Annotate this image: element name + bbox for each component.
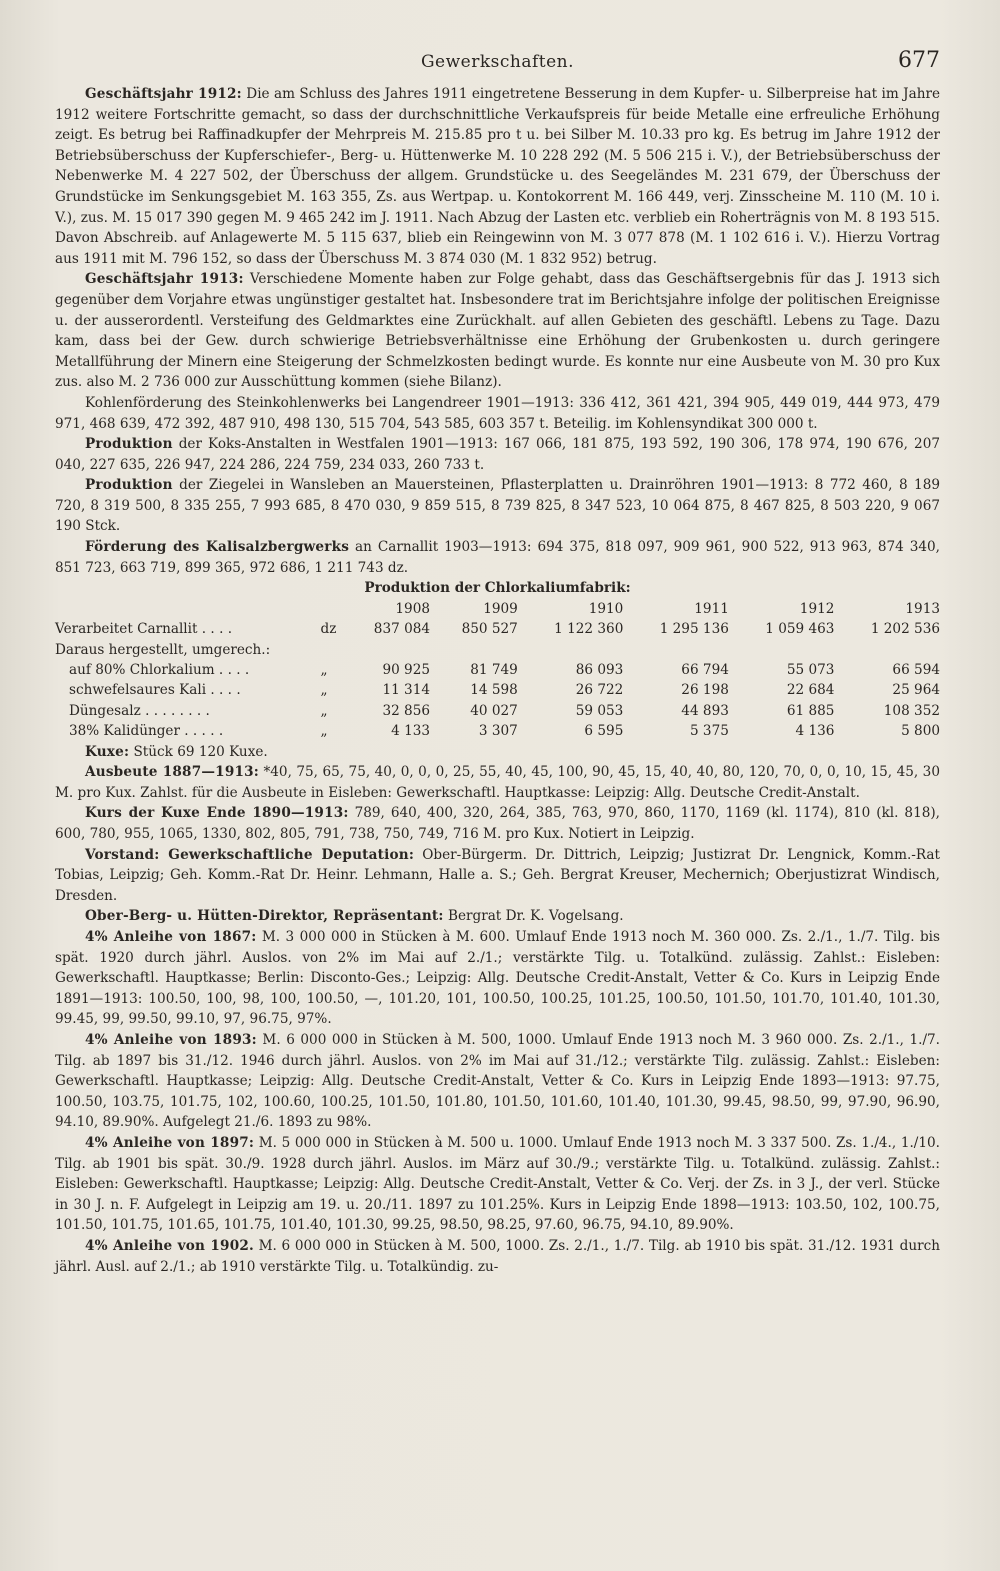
paragraph-lead: Kuxe: bbox=[85, 743, 130, 760]
paragraph-kalisalz-foerderung bbox=[55, 537, 940, 578]
table-row-label: schwefelsaures Kali . . . . bbox=[69, 682, 241, 699]
paragraph-text: M. 3 000 000 in Stücken à M. 600. Umlauf Ende 1913 noch M. 360 000. Zs. 2./1., 1./7. Tilg. bis spät. 1920 durch jährl. Auslos. von 2% im Mai auf 2./1.; verstärkte Tilg. u. Totalkünd. zulässig. Zahlst.: Eisleben: Gewerkschaftl. Hauptkasse; Berlin: Disconto-Ges.; Leipzig: Allg. Deutsche Credit-Anstalt, Vetter & Co. Kurs in Leipzig Ende 1891—1913: 100.50, 100, 98, 100, 100.50, —, 101.20, 101, 100.50, 100.25, 101.25, 100.50, 101.50, 101.70, 101.40, 101.30, 99.45, 99, 99.50, 99.10, 97, 96.75, 97%. bbox=[55, 929, 941, 1028]
table-cell: 81 749 bbox=[470, 662, 518, 679]
paragraph-kohlenfoerderung bbox=[55, 393, 940, 434]
table-row-label: Verarbeitet Carnallit . . . . bbox=[55, 621, 233, 638]
paragraph-lead: 4% Anleihe von 1897: bbox=[85, 1134, 255, 1151]
paragraph-text: an Carnallit 1903—1913: 694 375, 818 097, 909 961, 900 522, 913 963, 874 340, 851 723, 663 719, 899 365, 972 686, 1 211 743 dz. bbox=[55, 539, 940, 576]
table-cell: 55 073 bbox=[786, 662, 835, 679]
paragraph-kurs-kuxe bbox=[55, 803, 940, 844]
paragraph-ausbeute bbox=[55, 762, 940, 803]
table-header-unit bbox=[321, 599, 343, 619]
table-row-label: Daraus hergestellt, umgerech.: bbox=[55, 641, 271, 658]
table-cell: 44 893 bbox=[681, 702, 729, 719]
table-cell: 5 375 bbox=[689, 723, 729, 740]
table-row-unit: „ bbox=[320, 723, 328, 740]
table-row-unit: „ bbox=[320, 682, 328, 699]
running-title: Gewerkschaften. bbox=[420, 52, 575, 72]
paragraph-anleihe-1902 bbox=[55, 1236, 940, 1277]
paragraph-koks-produktion bbox=[55, 434, 940, 475]
table-row bbox=[55, 640, 940, 660]
paragraph-text: Verschiedene Momente haben zur Folge gehabt, dass das Geschäftsergebnis für das J. 1913 sich gegenüber dem Vorjahre etwas ungünstiger gestaltet hat. Insbesondere trat im Berichtsjahre infolge der politischen Ereignisse u. der ausserordentl. Versteifung des Geldmarktes eine Zurückhalt. auf allen Gebieten des geschäftl. Lebens zu Tage. Dazu kam, dass bei der Gew. durch schwierige Betriebsverhältnisse eine Erhöhung der Grubenkosten u. durch geringere Metallführung der Minern eine Steigerung der Schmelzkosten bedingt wurde. Es konnte nur eine Ausbeute von M. 30 pro Kux zus. also M. 2 736 000 zur Ausschüttung kommen (siehe Bilanz). bbox=[55, 271, 940, 391]
table-cell: 22 684 bbox=[786, 682, 835, 699]
paragraph-lead: 4% Anleihe von 1867: bbox=[85, 929, 257, 946]
table-cell: 14 598 bbox=[470, 682, 518, 699]
table-header-year: 1910 bbox=[588, 600, 624, 617]
paragraph-kuxe bbox=[55, 742, 940, 763]
table-cell: 61 885 bbox=[786, 702, 835, 719]
table-cell: 25 964 bbox=[892, 682, 940, 699]
table-heading: Produktion der Chlorkaliumfabrik: bbox=[364, 580, 631, 597]
table-cell: 3 307 bbox=[478, 723, 518, 740]
paragraph-lead: 4% Anleihe von 1902. bbox=[85, 1237, 254, 1254]
table-cell: 40 027 bbox=[470, 702, 518, 719]
table-row-label: Düngesalz . . . . . . . . bbox=[69, 702, 210, 719]
table-cell: 4 136 bbox=[795, 723, 835, 740]
table-cell: 1 202 536 bbox=[870, 621, 940, 638]
paragraph-text: Kohlenförderung des Steinkohlenwerks bei Langendreer 1901—1913: 336 412, 361 421, 394 905, 449 019, 444 973, 479 971, 468 639, 472 392, 487 910, 498 130, 515 704, 543 585, 603 357 t. Beteilig. im Kohlensyndikat 300 000 t. bbox=[55, 394, 940, 432]
paragraph-text: M. 6 000 000 in Stücken à M. 500, 1000. Zs. 2./1., 1./7. Tilg. ab 1910 bis spät. 31./12. 1931 durch jährl. Ausl. auf 2./1.; ab 1910 verstärkte Tilg. u. Totalkündig. zu- bbox=[55, 1237, 940, 1275]
table-row-unit: dz bbox=[320, 621, 337, 638]
chlorkalium-table bbox=[55, 599, 940, 742]
paragraph-lead: Ausbeute 1887—1913: bbox=[85, 764, 260, 781]
table-header-year: 1913 bbox=[905, 600, 940, 617]
table-cell: 90 925 bbox=[382, 662, 431, 679]
paragraph-text: Die am Schluss des Jahres 1911 eingetretene Besserung in dem Kupfer- u. Silberpreise hat im Jahre 1912 weitere Fortschritte gemacht, so dass der durchschnittliche Verkaufspreis für beide Metalle eine erfreuliche Erhöhung zeigt. Es betrug bei Raffinadkupfer der Mehrpreis M. 215.85 pro t u. bei Silber M. 10.33 pro kg. Es betrug im Jahre 1912 der Betriebsüberschuss der Kupferschiefer-, Berg- u. Hüttenwerke M. 10 228 292 (M. 5 506 215 i. V.), der Betriebsüberschuss der Nebenwerke M. 4 227 502, der Überschuss der allgem. Grundstücke u. des Seegeländes M. 231 679, der Überschuss der Grundstücke im Senkungsgebiet M. 163 355, Zs. aus Wertpap. u. Kontokorrent M. 166 449, verj. Zinsscheine M. 110 (M. 10 i. V.), zus. M. 15 017 390 gegen M. 9 465 242 im J. 1911. Nach Abzug der Lasten etc. verblieb ein Roherträgnis von M. 8 193 515. Davon Abschreib. auf Anlagewerte M. 5 115 637, blieb ein Reingewinn von M. 3 077 878 (M. 1 102 616 i. V.). Hierzu Vortrag aus 1911 mit M. 796 152, so dass der Überschuss M. 3 874 030 (M. 1 832 952) betrug. bbox=[55, 86, 940, 267]
table-row bbox=[55, 680, 940, 700]
paragraph-text: der Koks-Anstalten in Westfalen 1901—1913: 167 066, 181 875, 193 592, 190 306, 178 974, 190 676, 207 040, 227 635, 226 947, 224 286, 224 759, 234 033, 260 733 t. bbox=[55, 436, 940, 473]
paragraph-text: M. 6 000 000 in Stücken à M. 500, 1000. Umlauf Ende 1913 noch M. 3 960 000. Zs. 2./1., 1./7. Tilg. ab 1897 bis 31./12. 1946 durch jährl. Auslos. von 2% im Mai auf 31./12.; verstärkte Tilg. zulässig. Zahlst.: Eisleben: Gewerkschaftl. Hauptkasse; Leipzig: Allg. Deutsche Credit-Anstalt, Vetter & Co. Kurs in Leipzig Ende 1893—1913: 97.75, 100.50, 103.75, 101.75, 102, 100.60, 100.25, 101.50, 101.80, 101.50, 101.60, 101.40, 101.30, 99.45, 98.50, 99, 97.90, 96.90, 94.10, 89.90%. Aufgelegt 21./6. 1893 zu 98%. bbox=[55, 1032, 941, 1131]
paragraph-text: Bergrat Dr. K. Vogelsang. bbox=[443, 908, 624, 925]
table-row bbox=[55, 721, 940, 741]
paragraph-vorstand bbox=[55, 845, 940, 907]
table-cell: 26 198 bbox=[681, 682, 729, 699]
body-text bbox=[55, 84, 940, 1277]
table-cell: 5 800 bbox=[901, 723, 940, 740]
table-cell: 837 084 bbox=[373, 621, 431, 638]
table-header-year: 1912 bbox=[799, 600, 835, 617]
table-cell: 86 093 bbox=[575, 662, 624, 679]
paragraph-text: Stück 69 120 Kuxe. bbox=[129, 743, 268, 760]
paragraph-lead: Produktion bbox=[85, 436, 173, 453]
table-header-blank bbox=[55, 599, 321, 619]
table-cell: 26 722 bbox=[575, 682, 624, 699]
paragraph-text: M. 5 000 000 in Stücken à M. 500 u. 1000. Umlauf Ende 1913 noch M. 3 337 500. Zs. 1./4., 1./10. Tilg. ab 1901 bis spät. 30./9. 1928 durch jährl. Auslos. im März auf 30./9.; verstärkte Tilg. u. Totalkünd. zulässig. Zahlst.: Eisleben: Gewerkschaftl. Hauptkasse; Leipzig: Allg. Deutsche Credit-Anstalt, Vetter & Co. Verj. der Zs. in 3 J., der verl. Stücke in 30 J. n. F. Aufgelegt in Leipzig am 19. u. 20./11. 1897 zu 101.25%. Kurs in Leipzig Ende 1898—1913: 103.50, 102, 100.75, 101.50, 101.75, 101.65, 101.75, 101.40, 101.30, 99.25, 98.50, 98.25, 97.60, 96.75, 94.10, 89.90%. bbox=[55, 1134, 940, 1234]
table-cell: 59 053 bbox=[575, 702, 624, 719]
paragraph-geschaeftsjahr-1913 bbox=[55, 269, 940, 393]
paragraph-text: 789, 640, 400, 320, 264, 385, 763, 970, 860, 1170, 1169 (kl. 1174), 810 (kl. 818), 600, 780, 955, 1065, 1330, 802, 805, 791, 738, 750, 749, 716 M. pro Kux. Notiert in Leipzig. bbox=[55, 805, 940, 843]
table-row-label: 38% Kalidünger . . . . . bbox=[69, 723, 224, 740]
paragraph-lead: Geschäftsjahr 1912: bbox=[85, 86, 242, 102]
table-cell: 66 594 bbox=[892, 662, 940, 679]
paragraph-lead: Produktion bbox=[85, 477, 173, 494]
paragraph-text: der Ziegelei in Wansleben an Mauersteinen, Pflasterplatten u. Drainröhren 1901—1913: 8 772 460, 8 189 720, 8 319 500, 8 335 255, 7 993 685, 8 470 030, 9 859 515, 8 739 825, 8 347 523, 10 064 875, 8 467 825, 8 503 220, 9 067 190 Stck. bbox=[55, 477, 940, 535]
table-row bbox=[55, 660, 940, 680]
paragraph-anleihe-1867 bbox=[55, 927, 940, 1030]
table-header-row bbox=[55, 599, 940, 619]
table-cell: 1 122 360 bbox=[554, 621, 624, 638]
paragraph-lead: Förderung des Kalisalzbergwerks bbox=[85, 539, 350, 556]
paragraph-lead: Geschäftsjahr 1913: bbox=[85, 271, 244, 288]
paragraph-ziegelei-produktion bbox=[55, 475, 940, 537]
table-row-unit: „ bbox=[320, 662, 328, 679]
paragraph-text: *40, 75, 65, 75, 40, 0, 0, 0, 25, 55, 40, 45, 100, 90, 45, 15, 40, 40, 80, 120, 70, 0, 0, 10, 15, 45, 30 M. pro Kux. Zahlst. für die Ausbeute in Eisleben: Gewerkschaftl. Hauptkasse: Leipzig: Allg. Deutsche Credit-Anstalt. bbox=[55, 764, 940, 801]
table-cell: 32 856 bbox=[382, 702, 431, 719]
table-cell: 66 794 bbox=[681, 662, 729, 679]
paragraph-anleihe-1897 bbox=[55, 1133, 940, 1236]
paragraph-text: Ober-Bürgerm. Dr. Dittrich, Leipzig; Justizrat Dr. Lengnick, Komm.-Rat Tobias, Leipzig; Geh. Komm.-Rat Dr. Heinr. Lehmann, Halle a. S.; Geh. Bergrat Kreuser, Mechernich; Oberjustizrat Windisch, Dresden. bbox=[55, 846, 940, 904]
table-row-label: auf 80% Chlorkalium . . . . bbox=[69, 662, 250, 679]
table-header-year: 1909 bbox=[483, 600, 518, 617]
table-cell: 4 133 bbox=[391, 723, 431, 740]
table-row bbox=[55, 619, 940, 639]
table-row-unit: „ bbox=[320, 702, 328, 719]
table-cell: 108 352 bbox=[883, 702, 940, 719]
table-header-year: 1911 bbox=[694, 600, 729, 617]
page-number: 677 bbox=[898, 48, 940, 73]
paragraph-lead: Kurs der Kuxe Ende 1890—1913: bbox=[85, 805, 349, 822]
paragraph-geschaeftsjahr-1912 bbox=[55, 84, 940, 269]
table-cell: 6 595 bbox=[584, 723, 624, 740]
paragraph-direktor bbox=[55, 906, 940, 927]
table-cell: 1 059 463 bbox=[765, 621, 835, 638]
table-cell: 850 527 bbox=[461, 621, 518, 638]
table-cell: 11 314 bbox=[382, 682, 431, 699]
table-header-year: 1908 bbox=[395, 600, 431, 617]
table-row bbox=[55, 701, 940, 721]
paragraph-lead: Ober-Berg- u. Hütten-Direktor, Repräsentant: bbox=[85, 908, 444, 925]
paragraph-lead: 4% Anleihe von 1893: bbox=[85, 1032, 257, 1048]
paragraph-anleihe-1893 bbox=[55, 1030, 940, 1133]
table-cell: 1 295 136 bbox=[659, 621, 729, 638]
running-head bbox=[55, 44, 940, 84]
paragraph-lead: Vorstand: Gewerkschaftliche Deputation: bbox=[85, 846, 415, 863]
